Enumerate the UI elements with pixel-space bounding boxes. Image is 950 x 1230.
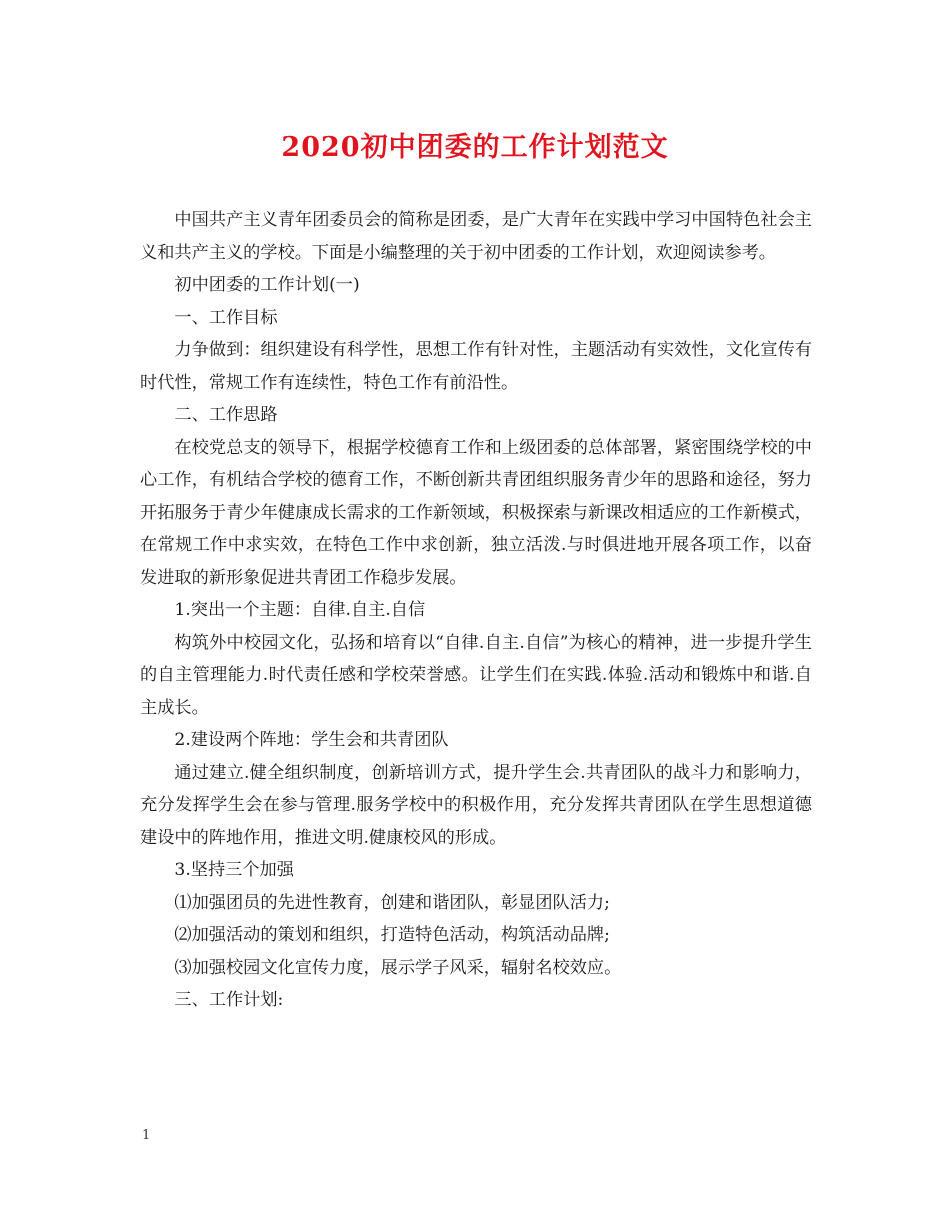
paragraph-plan-heading: 初中团委的工作计划(一) — [174, 275, 360, 295]
section-heading-approach: 二、工作思路 — [174, 405, 278, 425]
list-item-theme: 1.突出一个主题：自律.自主.自信 — [174, 600, 426, 620]
paragraph-approach: 在校党总支的领导下，根据学校德育工作和上级团委的总体部署，紧密围绕学校的中心工作，有机结合学校的德育工作，不断创新共青团组织服务青少年的思路和途径，努力开拓服务于青少年健康成长需求的工作新领域，积极探索与新课改相适应的工作新模式，在常规工作中求实效，在特色工作中求创新，独立活泼.与时俱进地开展各项工作，以奋发进取的新形象促进共青团工作稳步发展。 — [140, 437, 812, 588]
document-title: 2020初中团委的工作计划范文 — [281, 132, 669, 163]
list-item-positions: 2.建设两个阵地：学生会和共青团队 — [174, 730, 449, 750]
paragraph-intro: 中国共产主义青年团委员会的简称是团委，是广大青年在实践中学习中国特色社会主义和共产主义的学校。下面是小编整理的关于初中团委的工作计划，欢迎阅读参考。 — [140, 210, 812, 263]
section-heading-plan: 三、工作计划: — [174, 990, 284, 1010]
section-heading-goals: 一、工作目标 — [174, 307, 278, 328]
sub-item-2: ⑵加强活动的策划和组织，打造特色活动，构筑活动品牌; — [174, 925, 610, 945]
sub-item-3: ⑶加强校园文化宣传力度，展示学子风采，辐射名校效应。 — [174, 957, 622, 978]
paragraph-positions: 通过建立.健全组织制度，创新培训方式，提升学生会.共青团队的战斗力和影响力，充分发挥学生会在参与管理.服务学校中的积极作用，充分发挥共青团队在学生思想道德建设中的阵地作用，推进文明.健康校风的形成。 — [140, 762, 812, 848]
sub-item-1: ⑴加强团员的先进性教育，创建和谐团队，彰显团队活力; — [174, 892, 610, 913]
page-number: 1 — [142, 1128, 151, 1143]
paragraph-goals: 力争做到：组织建设有科学性，思想工作有针对性，主题活动有实效性，文化宣传有时代性，常规工作有连续性，特色工作有前沿性。 — [140, 340, 812, 393]
paragraph-theme: 构筑外中校园文化，弘扬和培育以“自律.自主.自信”为核心的精神，进一步提升学生的自主管理能力.时代责任感和学校荣誉感。让学生们在实践.体验.活动和锻炼中和谐.自主成长。 — [140, 632, 812, 718]
list-item-strengthen: 3.坚持三个加强 — [174, 860, 294, 880]
document-body — [140, 204, 812, 1017]
